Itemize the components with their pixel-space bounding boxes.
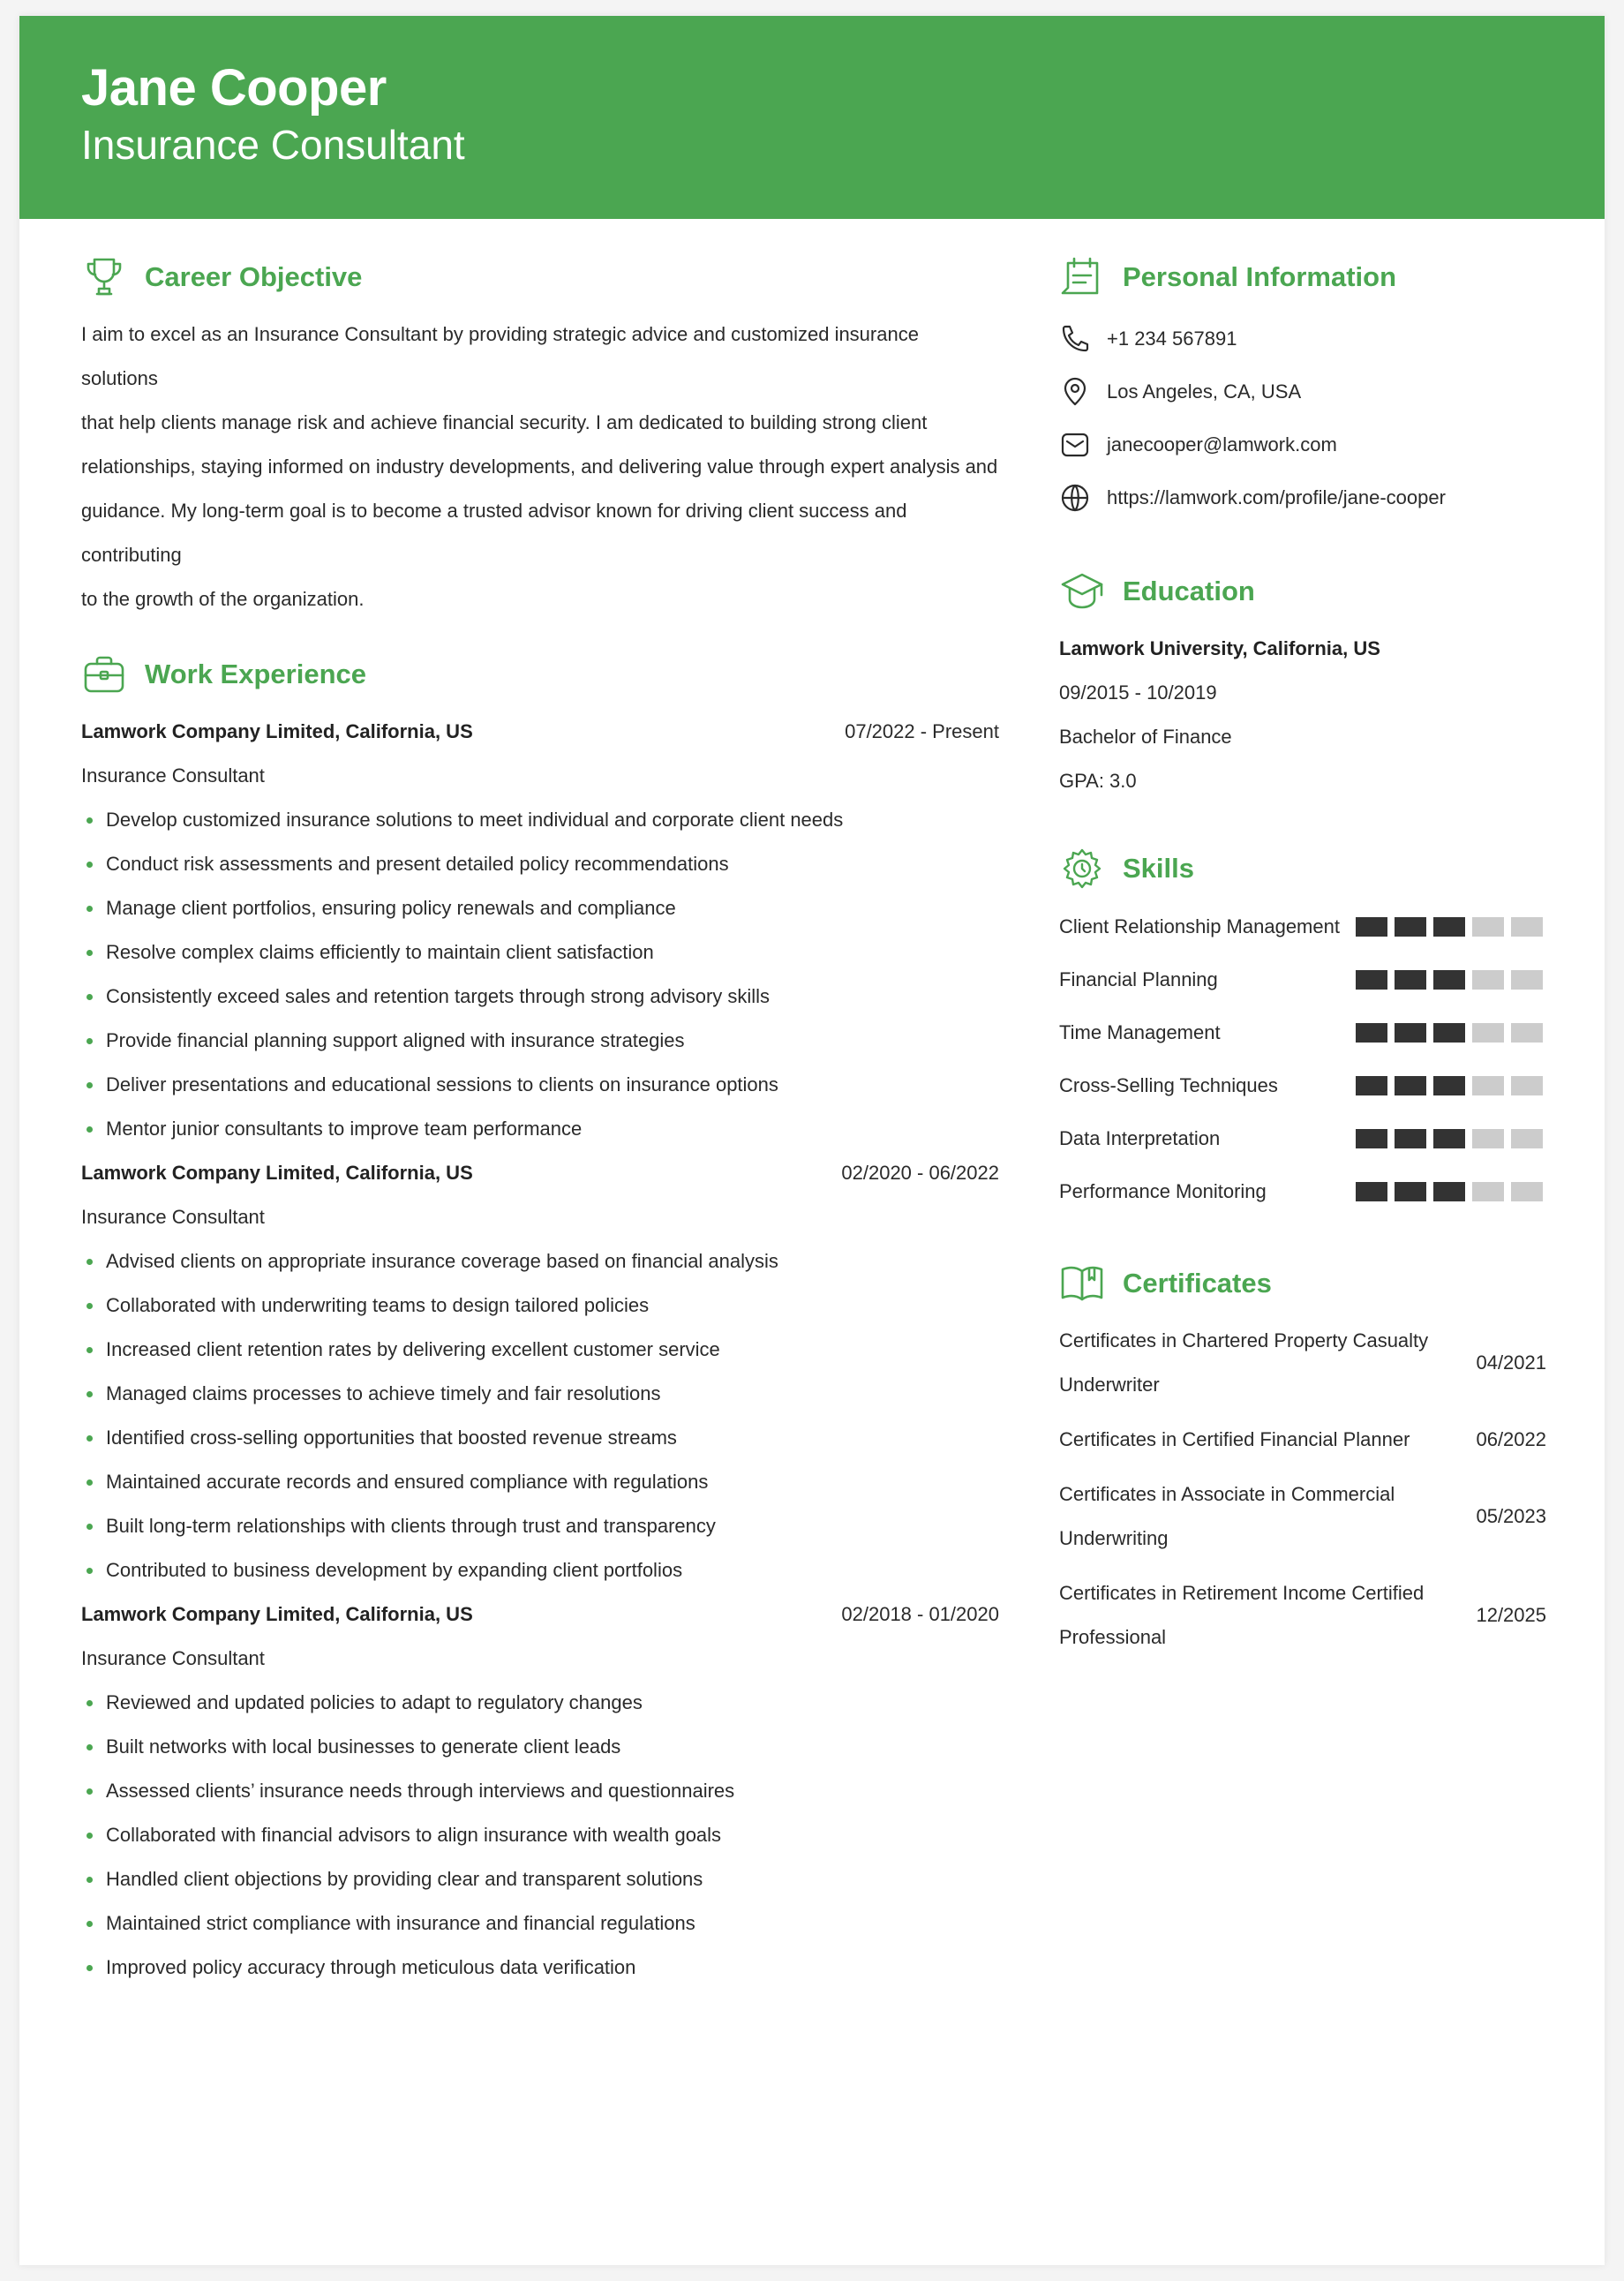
bullet-text: Built long-term relationships with clients through trust and transparency xyxy=(106,1515,716,1537)
skill-bar-filled xyxy=(1395,1129,1426,1148)
skill-bar-filled xyxy=(1433,1182,1465,1201)
skill-row xyxy=(1059,1059,1546,1112)
bullet-item xyxy=(81,1857,999,1901)
section-title: Personal Information xyxy=(1123,261,1397,292)
job-entry xyxy=(81,710,999,1151)
school-name: Lamwork University, California, US xyxy=(1059,637,1380,659)
skill-level-bars xyxy=(1356,970,1543,990)
skill-level-bars xyxy=(1356,1129,1543,1148)
bullet-text: Built networks with local businesses to generate client leads xyxy=(106,1735,621,1758)
degree: Bachelor of Finance xyxy=(1059,726,1232,748)
bullet-dot xyxy=(86,1391,93,1397)
resume-header xyxy=(19,16,1605,219)
job-header xyxy=(81,1592,999,1637)
phone-icon xyxy=(1059,323,1091,355)
bullet-dot xyxy=(86,1347,93,1353)
skill-level-bars xyxy=(1356,1182,1543,1201)
bullet-text: Consistently exceed sales and retention targets through strong advisory skills xyxy=(106,985,771,1007)
skill-bar-empty xyxy=(1511,1182,1543,1201)
open-book-icon xyxy=(1059,1261,1105,1306)
skill-bar-filled xyxy=(1433,1076,1465,1095)
section-heading xyxy=(81,648,999,701)
career-objective-section xyxy=(81,251,999,621)
bullet-item xyxy=(81,1416,999,1460)
skill-bar-filled xyxy=(1433,917,1465,937)
resume-page xyxy=(19,16,1605,2265)
skill-level-bars xyxy=(1356,1023,1543,1043)
bullet-dot xyxy=(86,1788,93,1795)
job-header xyxy=(81,1151,999,1195)
left-column xyxy=(81,219,999,1990)
bullet-dot xyxy=(86,1568,93,1574)
certificate-date: 05/2023 xyxy=(1476,1505,1546,1527)
objective-line: to the growth of the organization. xyxy=(81,588,365,610)
bullet-item xyxy=(81,1946,999,1990)
skill-bar-filled xyxy=(1356,1182,1387,1201)
bullet-text: Collaborated with financial advisors to align insurance with wealth goals xyxy=(106,1824,722,1846)
bullet-item xyxy=(81,1813,999,1857)
skill-name: Cross-Selling Techniques xyxy=(1059,1074,1278,1096)
bullet-dot xyxy=(86,1965,93,1971)
skill-bar-filled xyxy=(1356,1129,1387,1148)
job-dates: 02/2018 - 01/2020 xyxy=(841,1603,999,1625)
section-heading xyxy=(81,251,999,304)
section-title: Career Objective xyxy=(145,261,363,292)
job-company: Lamwork Company Limited, California, US xyxy=(81,1162,473,1184)
skill-bar-empty xyxy=(1472,917,1504,937)
job-dates: 07/2022 - Present xyxy=(845,720,999,742)
bullet-dot xyxy=(86,950,93,956)
skills-section xyxy=(1059,842,1546,1218)
bullet-dot xyxy=(86,1435,93,1442)
bullet-text: Contributed to business development by expanding client portfolios xyxy=(106,1559,683,1581)
candidate-name: Jane Cooper xyxy=(81,59,387,117)
education-entry xyxy=(1059,627,1546,803)
skill-bar-filled xyxy=(1356,917,1387,937)
job-bullets xyxy=(81,1681,999,1990)
objective-line: I aim to excel as an Insurance Consultant by providing strategic advice and customized insurance solutions xyxy=(81,323,919,389)
job-bullets xyxy=(81,1239,999,1592)
bullet-item xyxy=(81,1372,999,1416)
skill-bar-filled xyxy=(1356,1023,1387,1043)
skill-bar-empty xyxy=(1472,1129,1504,1148)
education-section xyxy=(1059,565,1546,803)
bullet-item xyxy=(81,1239,999,1284)
skills-list xyxy=(1059,900,1546,1218)
skill-bar-empty xyxy=(1511,1129,1543,1148)
bullet-text: Maintained strict compliance with insurance and financial regulations xyxy=(106,1912,695,1934)
bullet-text: Mentor junior consultants to improve team performance xyxy=(106,1118,583,1140)
bullet-item xyxy=(81,1328,999,1372)
skill-bar-empty xyxy=(1472,970,1504,990)
objective-line: guidance. My long-term goal is to become a trusted advisor known for driving client success and contributing xyxy=(81,500,907,566)
skill-name: Client Relationship Management xyxy=(1059,915,1340,937)
skill-bar-filled xyxy=(1395,970,1426,990)
contact-value: https://lamwork.com/profile/jane-cooper xyxy=(1107,486,1446,508)
skill-bar-filled xyxy=(1356,970,1387,990)
skill-name: Time Management xyxy=(1059,1021,1221,1043)
bullet-text: Improved policy accuracy through meticulous data verification xyxy=(106,1956,636,1978)
skill-bar-empty xyxy=(1511,1076,1543,1095)
job-bullets xyxy=(81,798,999,1151)
trophy-icon xyxy=(81,254,127,300)
contact-row xyxy=(1059,471,1546,524)
bullet-dot xyxy=(86,1921,93,1927)
graduation-cap-icon xyxy=(1059,568,1105,614)
bullet-dot xyxy=(86,1038,93,1044)
bullet-text: Manage client portfolios, ensuring policy renewals and compliance xyxy=(106,897,676,919)
bullet-text: Resolve complex claims efficiently to maintain client satisfaction xyxy=(106,941,654,963)
briefcase-icon xyxy=(81,651,127,697)
bullet-item xyxy=(81,798,999,842)
candidate-title: Insurance Consultant xyxy=(81,122,465,168)
skill-bar-filled xyxy=(1433,1023,1465,1043)
skill-row xyxy=(1059,900,1546,953)
mail-icon xyxy=(1059,429,1091,461)
bullet-item xyxy=(81,1681,999,1725)
certificate-date: 06/2022 xyxy=(1476,1428,1546,1450)
section-title: Skills xyxy=(1123,853,1194,884)
job-dates: 02/2020 - 06/2022 xyxy=(841,1162,999,1184)
skill-bar-empty xyxy=(1511,970,1543,990)
bullet-text: Managed claims processes to achieve timely and fair resolutions xyxy=(106,1382,661,1404)
skill-bar-empty xyxy=(1511,1023,1543,1043)
bullet-item xyxy=(81,975,999,1019)
contact-row xyxy=(1059,418,1546,471)
bullet-dot xyxy=(86,1833,93,1839)
certificate-name: Certificates in Retirement Income Certified Professional xyxy=(1059,1582,1425,1648)
section-title: Work Experience xyxy=(145,659,366,689)
skill-bar-filled xyxy=(1433,1129,1465,1148)
gpa: GPA: 3.0 xyxy=(1059,770,1137,792)
bullet-text: Reviewed and updated policies to adapt to regulatory changes xyxy=(106,1691,643,1713)
skill-row xyxy=(1059,953,1546,1006)
skill-bar-filled xyxy=(1395,1023,1426,1043)
bullet-dot xyxy=(86,1700,93,1706)
gear-clock-icon xyxy=(1059,846,1105,892)
personal-information-section xyxy=(1059,251,1546,524)
globe-icon xyxy=(1059,482,1091,514)
job-entry xyxy=(81,1151,999,1592)
contact-list xyxy=(1059,312,1546,524)
bullet-item xyxy=(81,930,999,975)
bullet-item xyxy=(81,1284,999,1328)
job-role: Insurance Consultant xyxy=(81,1647,265,1669)
job-role: Insurance Consultant xyxy=(81,764,265,787)
job-header xyxy=(81,710,999,754)
skill-row xyxy=(1059,1112,1546,1165)
skill-bar-filled xyxy=(1356,1076,1387,1095)
job-list xyxy=(81,710,999,1990)
bullet-dot xyxy=(86,994,93,1000)
bullet-item xyxy=(81,842,999,886)
bullet-text: Handled client objections by providing clear and transparent solutions xyxy=(106,1868,703,1890)
bullet-text: Develop customized insurance solutions to meet individual and corporate client needs xyxy=(106,809,844,831)
certificates-section xyxy=(1059,1257,1546,1660)
job-role: Insurance Consultant xyxy=(81,1206,265,1228)
bullet-dot xyxy=(86,1259,93,1265)
skill-level-bars xyxy=(1356,917,1543,937)
contact-value: janecooper@lamwork.com xyxy=(1107,433,1337,455)
bullet-dot xyxy=(86,1524,93,1530)
bullet-item xyxy=(81,1460,999,1504)
objective-line: that help clients manage risk and achieve financial security. I am dedicated to building strong client xyxy=(81,411,928,433)
skill-name: Financial Planning xyxy=(1059,968,1218,990)
bullet-item xyxy=(81,1548,999,1592)
bullet-item xyxy=(81,1063,999,1107)
section-heading xyxy=(1059,842,1546,895)
contact-value: +1 234 567891 xyxy=(1107,327,1237,350)
bullet-text: Advised clients on appropriate insurance coverage based on financial analysis xyxy=(106,1250,778,1272)
certificate-date: 04/2021 xyxy=(1476,1351,1546,1374)
bullet-text: Provide financial planning support aligned with insurance strategies xyxy=(106,1029,685,1051)
skill-bar-empty xyxy=(1472,1182,1504,1201)
job-company: Lamwork Company Limited, California, US xyxy=(81,720,473,742)
certificate-name: Certificates in Associate in Commercial Underwriting xyxy=(1059,1483,1395,1549)
bullet-dot xyxy=(86,1303,93,1309)
work-experience-section xyxy=(81,648,999,1990)
certificate-name: Certificates in Chartered Property Casualty Underwriter xyxy=(1059,1329,1429,1396)
contact-row xyxy=(1059,365,1546,418)
bullet-dot xyxy=(86,1126,93,1133)
skill-bar-empty xyxy=(1511,917,1543,937)
skill-bar-empty xyxy=(1472,1023,1504,1043)
certificate-row xyxy=(1059,1571,1546,1660)
objective-line: relationships, staying informed on industry developments, and delivering value through expert analysis and xyxy=(81,455,998,478)
bullet-item xyxy=(81,1769,999,1813)
bullet-text: Identified cross-selling opportunities that boosted revenue streams xyxy=(106,1427,677,1449)
bullet-item xyxy=(81,1504,999,1548)
certificate-row xyxy=(1059,1319,1546,1407)
section-heading xyxy=(1059,565,1546,618)
bullet-item xyxy=(81,1725,999,1769)
skill-bar-empty xyxy=(1472,1076,1504,1095)
certificate-row xyxy=(1059,1472,1546,1561)
certificate-name: Certificates in Certified Financial Planner xyxy=(1059,1428,1410,1450)
skill-bar-filled xyxy=(1395,917,1426,937)
certificate-date: 12/2025 xyxy=(1476,1604,1546,1626)
bullet-text: Increased client retention rates by delivering excellent customer service xyxy=(106,1338,720,1360)
job-company: Lamwork Company Limited, California, US xyxy=(81,1603,473,1625)
objective-text xyxy=(81,312,999,621)
bullet-dot xyxy=(86,817,93,824)
skill-bar-filled xyxy=(1395,1182,1426,1201)
skill-name: Performance Monitoring xyxy=(1059,1180,1267,1202)
job-entry xyxy=(81,1592,999,1990)
bullet-item xyxy=(81,886,999,930)
certificate-list xyxy=(1059,1319,1546,1660)
certificate-row xyxy=(1059,1418,1546,1462)
skill-level-bars xyxy=(1356,1076,1543,1095)
bullet-text: Deliver presentations and educational sessions to clients on insurance options xyxy=(106,1073,778,1095)
bullet-item xyxy=(81,1901,999,1946)
section-heading xyxy=(1059,251,1546,304)
section-title: Education xyxy=(1123,576,1255,606)
calendar-notes-icon xyxy=(1059,254,1105,300)
bullet-dot xyxy=(86,862,93,868)
bullet-item xyxy=(81,1107,999,1151)
bullet-text: Assessed clients’ insurance needs through interviews and questionnaires xyxy=(106,1780,735,1802)
skill-bar-filled xyxy=(1395,1076,1426,1095)
skill-name: Data Interpretation xyxy=(1059,1127,1221,1149)
bullet-dot xyxy=(86,1877,93,1883)
section-heading xyxy=(1059,1257,1546,1310)
right-column xyxy=(1059,219,1546,1670)
bullet-text: Maintained accurate records and ensured compliance with regulations xyxy=(106,1471,709,1493)
bullet-item xyxy=(81,1019,999,1063)
skill-row xyxy=(1059,1006,1546,1059)
bullet-dot xyxy=(86,1479,93,1486)
contact-row xyxy=(1059,312,1546,365)
bullet-dot xyxy=(86,1082,93,1088)
bullet-dot xyxy=(86,1744,93,1750)
contact-value: Los Angeles, CA, USA xyxy=(1107,380,1302,403)
section-title: Certificates xyxy=(1123,1268,1272,1299)
education-dates: 09/2015 - 10/2019 xyxy=(1059,681,1217,704)
bullet-dot xyxy=(86,906,93,912)
skill-bar-filled xyxy=(1433,970,1465,990)
bullet-text: Conduct risk assessments and present detailed policy recommendations xyxy=(106,853,729,875)
bullet-text: Collaborated with underwriting teams to design tailored policies xyxy=(106,1294,650,1316)
skill-row xyxy=(1059,1165,1546,1218)
location-pin-icon xyxy=(1059,376,1091,408)
